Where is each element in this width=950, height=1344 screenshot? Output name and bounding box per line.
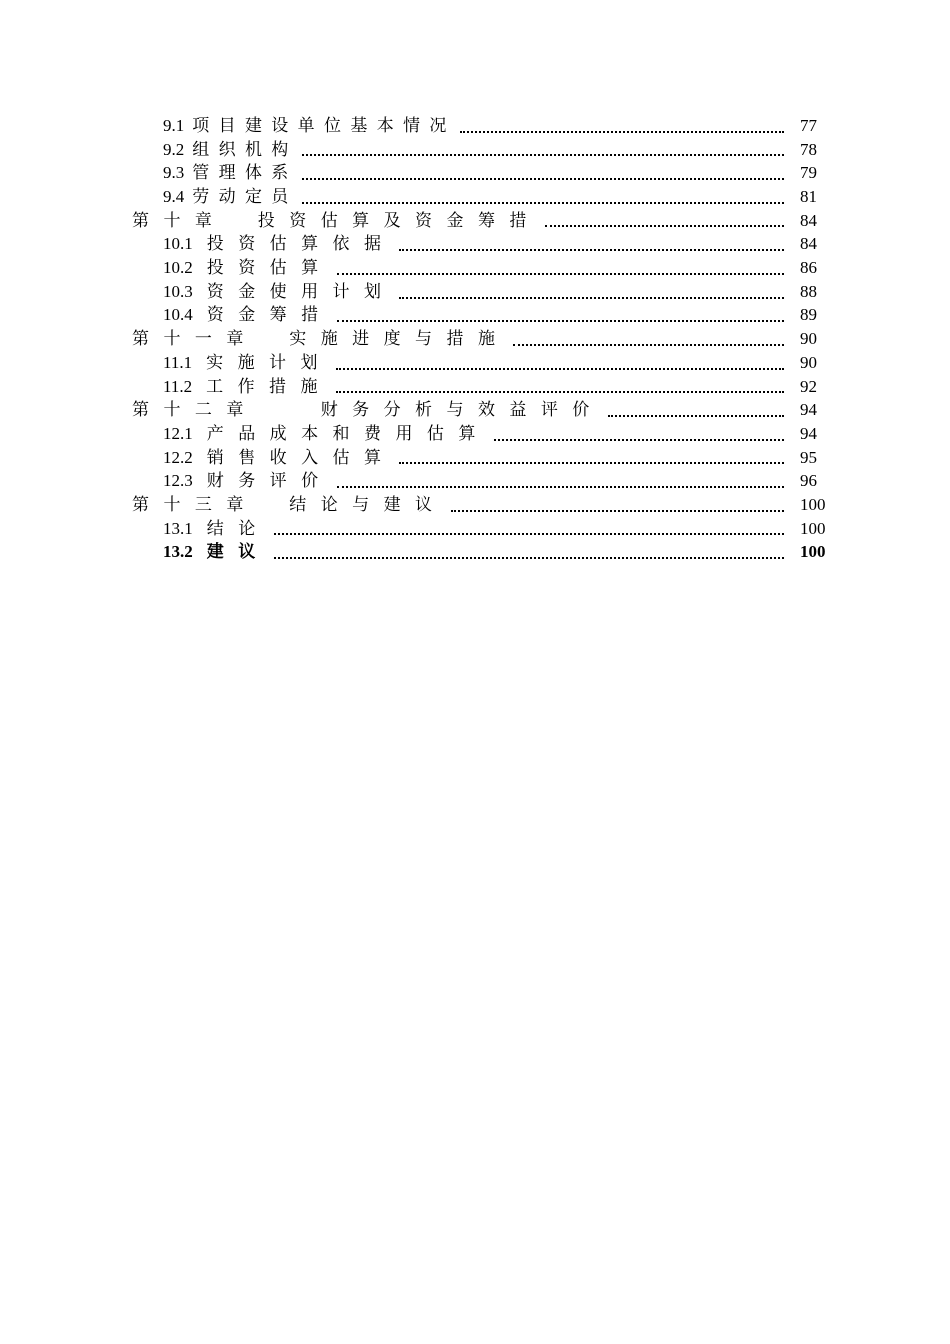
toc-entry-page: 96 bbox=[800, 471, 817, 491]
toc-entry[interactable] bbox=[132, 375, 832, 399]
toc-entry[interactable] bbox=[132, 422, 832, 446]
toc-entry[interactable] bbox=[132, 517, 832, 541]
toc-entry-title: 劳动定员 bbox=[192, 187, 298, 207]
toc-entry-page: 100 bbox=[800, 542, 826, 562]
toc-entry-title: 产品成本和费用估算 bbox=[206, 423, 490, 443]
toc-dot-leader bbox=[337, 256, 784, 280]
toc-entry-page: 100 bbox=[800, 494, 826, 514]
toc-entry-page: 90 bbox=[800, 329, 817, 349]
toc-entry-page: 94 bbox=[800, 423, 817, 443]
toc-entry-page: 95 bbox=[800, 447, 817, 467]
toc-entry-title: 资金使用计划 bbox=[206, 281, 396, 301]
toc-entry[interactable] bbox=[132, 304, 832, 328]
toc-entry-page: 77 bbox=[800, 115, 817, 135]
toc-entry[interactable] bbox=[132, 114, 832, 138]
toc-dot-leader bbox=[460, 114, 784, 138]
toc-entry-title: 组织机构 bbox=[192, 139, 298, 159]
toc-entry-page: 78 bbox=[800, 139, 817, 159]
toc-dot-leader bbox=[274, 517, 784, 541]
toc-entry-number: 12.3 bbox=[163, 471, 193, 491]
toc-entry[interactable] bbox=[132, 351, 832, 375]
toc-chapter-title: 第十三章 结论与建议 bbox=[132, 494, 447, 514]
toc-entry-number: 9.1 bbox=[163, 115, 185, 135]
toc-entry-number: 10.4 bbox=[163, 305, 193, 325]
toc-chapter-title: 第十章 投资估算及资金筹措 bbox=[132, 210, 541, 230]
toc-dot-leader bbox=[451, 493, 785, 517]
toc-entry-number: 11.2 bbox=[163, 376, 193, 396]
toc-entry-number: 9.4 bbox=[163, 187, 185, 207]
toc-entry-number: 12.1 bbox=[163, 423, 193, 443]
toc-chapter-title: 第十一章 实施进度与措施 bbox=[132, 329, 510, 349]
toc-dot-leader bbox=[336, 351, 784, 375]
toc-dot-leader bbox=[302, 185, 784, 209]
toc-entry-number: 10.1 bbox=[163, 234, 193, 254]
toc-entry-number: 9.3 bbox=[163, 163, 185, 183]
toc-entry[interactable] bbox=[132, 280, 832, 304]
toc-dot-leader bbox=[337, 304, 784, 328]
toc-entry-title: 实施计划 bbox=[206, 352, 332, 372]
toc-entry-title: 项目建设单位基本情况 bbox=[192, 115, 456, 135]
toc-chapter-entry[interactable] bbox=[132, 493, 832, 517]
toc-entry-page: 89 bbox=[800, 305, 817, 325]
toc-entry[interactable] bbox=[132, 185, 832, 209]
toc-entry-title: 投资估算 bbox=[206, 258, 333, 278]
toc-entry-page: 79 bbox=[800, 163, 817, 183]
toc-entry-page: 100 bbox=[800, 518, 826, 538]
toc-entry-number: 13.2 bbox=[163, 542, 193, 562]
toc-dot-leader bbox=[274, 540, 784, 564]
toc-entry-title: 工作措施 bbox=[206, 376, 332, 396]
toc-entry-title: 资金筹措 bbox=[206, 305, 333, 325]
toc-entry[interactable] bbox=[132, 138, 832, 162]
toc-entry-page: 88 bbox=[800, 281, 817, 301]
toc-entry-number: 12.2 bbox=[163, 447, 193, 467]
toc-dot-leader bbox=[399, 232, 784, 256]
toc-entry-page: 84 bbox=[800, 234, 817, 254]
toc-entry-title: 销售收入估算 bbox=[206, 447, 396, 467]
toc-dot-leader bbox=[399, 446, 784, 470]
toc-entry-number: 10.3 bbox=[163, 281, 193, 301]
toc-entry[interactable] bbox=[132, 469, 832, 493]
toc-entry-page: 92 bbox=[800, 376, 817, 396]
toc-entry-page: 81 bbox=[800, 187, 817, 207]
toc-entry-title: 财务评价 bbox=[206, 471, 333, 491]
toc-dot-leader bbox=[399, 280, 784, 304]
toc-entry[interactable] bbox=[132, 256, 832, 280]
toc-entry-title: 结论 bbox=[206, 518, 270, 538]
toc-chapter-entry[interactable] bbox=[132, 327, 832, 351]
toc-dot-leader bbox=[337, 469, 784, 493]
toc-entry[interactable] bbox=[132, 446, 832, 470]
toc-entry[interactable] bbox=[132, 232, 832, 256]
toc-entry-number: 9.2 bbox=[163, 139, 185, 159]
toc-chapter-title: 第十二章 财务分析与效益评价 bbox=[132, 400, 604, 420]
toc-entry-number: 10.2 bbox=[163, 258, 193, 278]
toc-entry-number: 11.1 bbox=[163, 352, 193, 372]
toc-entry-page: 94 bbox=[800, 400, 817, 420]
table-of-contents bbox=[132, 114, 832, 564]
toc-entry-current[interactable] bbox=[132, 540, 832, 564]
toc-entry-title: 管理体系 bbox=[192, 163, 298, 183]
toc-entry-number: 13.1 bbox=[163, 518, 193, 538]
toc-dot-leader bbox=[336, 375, 784, 399]
toc-dot-leader bbox=[513, 327, 784, 351]
toc-chapter-entry[interactable] bbox=[132, 209, 832, 233]
toc-entry-page: 90 bbox=[800, 352, 817, 372]
toc-dot-leader bbox=[302, 161, 784, 185]
toc-dot-leader bbox=[545, 209, 784, 233]
toc-entry[interactable] bbox=[132, 161, 832, 185]
toc-entry-page: 86 bbox=[800, 258, 817, 278]
toc-entry-title: 投资估算依据 bbox=[206, 234, 396, 254]
toc-entry-page: 84 bbox=[800, 210, 817, 230]
toc-entry-title: 建议 bbox=[206, 542, 270, 562]
toc-dot-leader bbox=[608, 398, 784, 422]
toc-dot-leader bbox=[302, 138, 784, 162]
toc-chapter-entry[interactable] bbox=[132, 398, 832, 422]
toc-dot-leader bbox=[494, 422, 784, 446]
